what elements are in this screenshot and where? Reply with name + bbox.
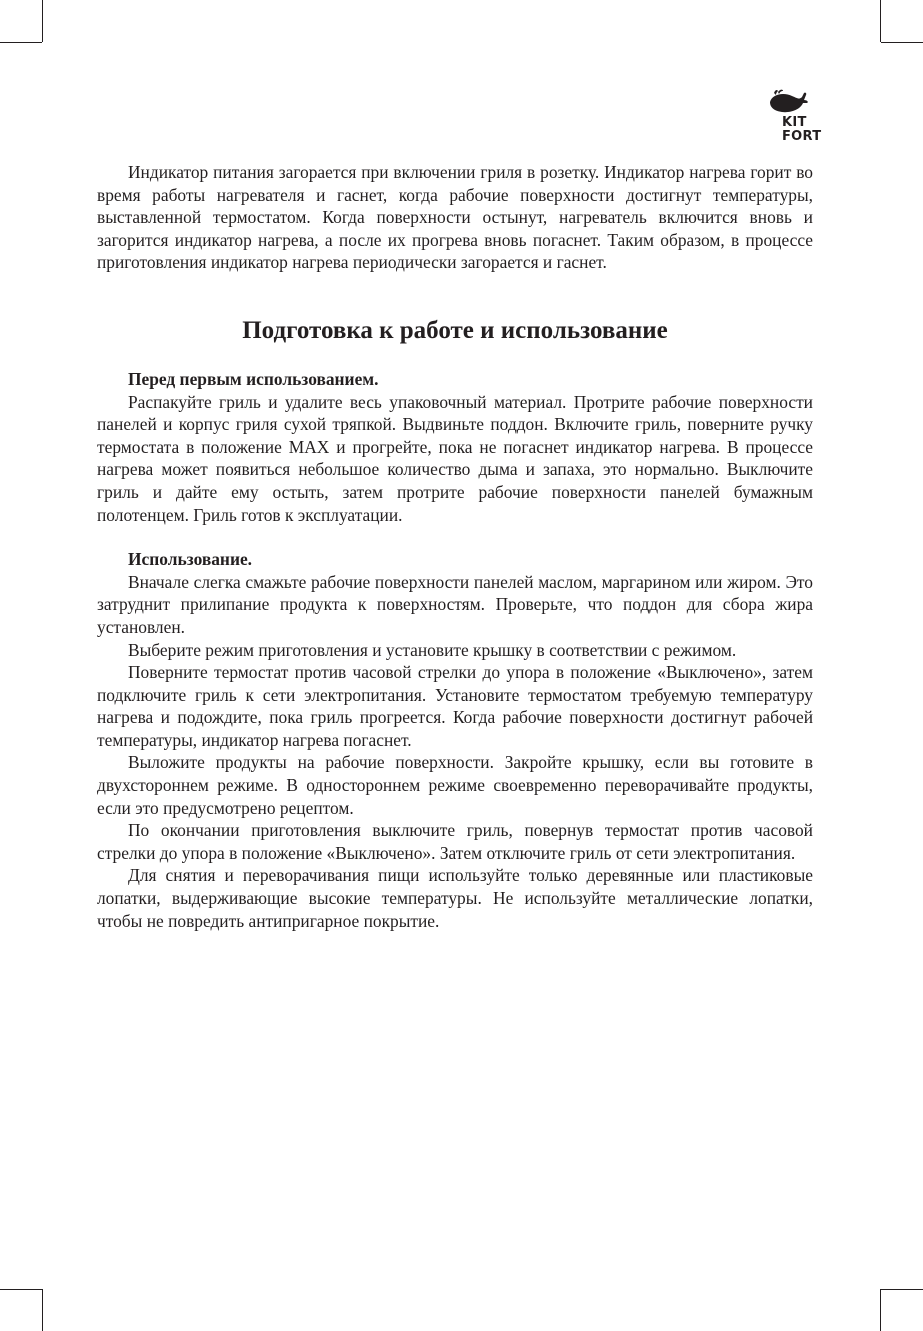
usage-paragraph: Для снятия и переворачивания пищи используйте только деревянные или пластиковые лопатки, выдерживающие высокие температуры. Не используйте металлические лопатки, чтобы не повредить антипригарное покрытие. [97, 865, 813, 931]
crop-mark-top-right-v [880, 0, 881, 42]
crop-mark-top-left-h [0, 42, 42, 43]
brand-logo [764, 88, 836, 152]
crop-mark-bottom-right-h [881, 1289, 923, 1290]
usage-paragraph: Поверните термостат против часовой стрелки до упора в положение «Выключено», затем подключите гриль к сети электропитания. Установите термостатом требуемую температуру нагрева и подождите, пока гриль прогреется. Когда рабочие поверхности достигнут рабочей температуры, индикатор нагрева погаснет. [97, 662, 813, 750]
usage-paragraph: Выберите режим приготовления и установите крышку в соответствии с режимом. [128, 639, 737, 660]
crop-mark-bottom-right-v [880, 1289, 881, 1331]
crop-mark-bottom-left-v [42, 1289, 43, 1331]
first-use-paragraph: Распакуйте гриль и удалите весь упаковочный материал. Протрите рабочие поверхности панелей и корпус гриля сухой тряпкой. Выдвиньте поддон. Включите гриль, поверните ручку термостата в положение MAX и прогрейте, пока не погаснет индикатор нагрева. В процессе нагрева может появиться небольшое количество дыма и запаха, это нормально. Выключите гриль и дайте ему остыть, затем протрите рабочие поверхности панелей бумажным полотенцем. Гриль готов к эксплуатации. [97, 391, 813, 525]
usage-heading: Использование. [128, 549, 253, 570]
usage-paragraph: Выложите продукты на рабочие поверхности. Закройте крышку, если вы готовите в двухстороннем режиме. В одностороннем режиме своевременно переворачивайте продукты, если это предусмотрено рецептом. [97, 752, 813, 818]
crop-mark-top-left-v [42, 0, 43, 42]
document-body [97, 161, 813, 932]
usage-paragraph: По окончании приготовления выключите гриль, повернув термостат против часовой стрелки до упора в положение «Выключено». Затем отключите гриль от сети электропитания. [97, 820, 813, 863]
brand-name-line2: FORT [782, 129, 822, 144]
crop-mark-top-right-h [881, 42, 923, 43]
usage-paragraph: Вначале слегка смажьте рабочие поверхности панелей маслом, маргарином или жиром. Это затруднит прилипание продукта к поверхностям. Проверьте, что поддон для сбора жира установлен. [97, 571, 813, 637]
whale-icon [766, 88, 810, 116]
crop-mark-bottom-left-h [0, 1289, 42, 1290]
first-use-heading: Перед первым использованием. [128, 368, 379, 389]
intro-paragraph: Индикатор питания загорается при включении гриля в розетку. Индикатор нагрева горит во время работы нагревателя и гаснет, когда рабочие поверхности достигнут температуры, выставленной термостатом. Когда поверхности остынут, нагреватель включится вновь и загорится индикатор нагрева, а после их прогрева вновь погаснет. Таким образом, в процессе приготовления индикатор нагрева периодически загорается и гаснет. [97, 162, 813, 273]
brand-name [782, 116, 821, 144]
section-title: Подготовка к работе и использование [242, 316, 668, 344]
brand-name-line1: KIT [782, 115, 807, 130]
